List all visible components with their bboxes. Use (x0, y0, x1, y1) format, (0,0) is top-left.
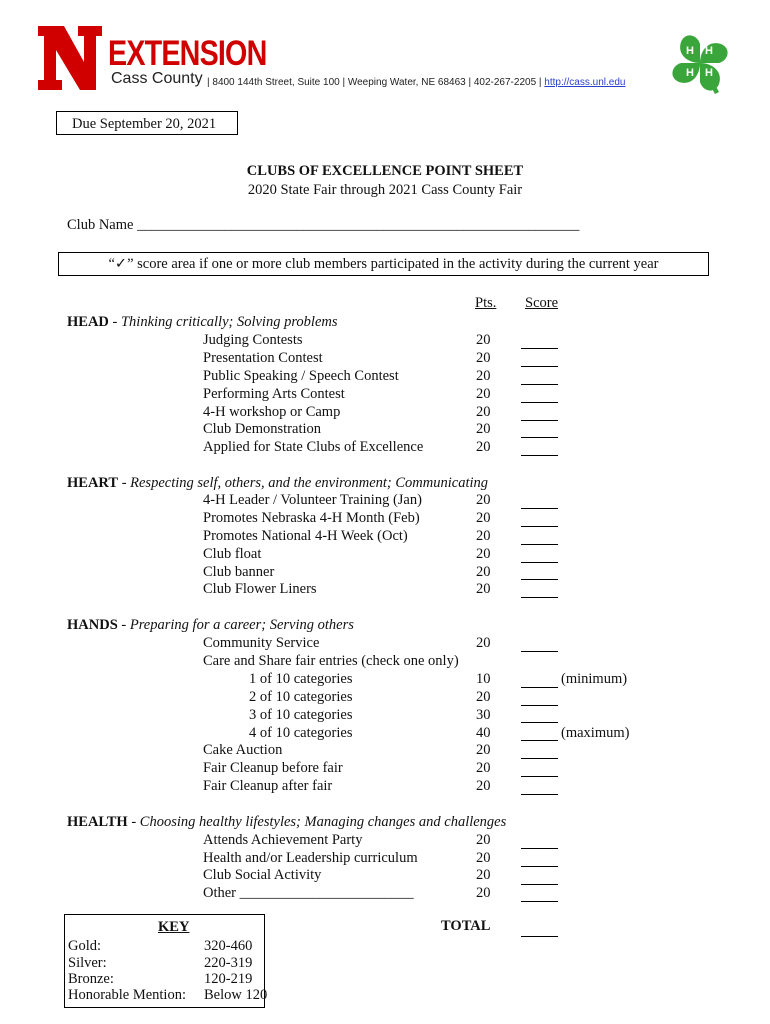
item-label: Promotes National 4-H Week (Oct) (203, 528, 408, 544)
score-blank[interactable] (521, 366, 558, 367)
item-points: 20 (476, 832, 491, 848)
due-date-box: Due September 20, 2021 (56, 111, 238, 135)
score-blank[interactable] (521, 526, 558, 527)
item-label: Fair Cleanup after fair (203, 778, 333, 794)
key-level: Bronze: (68, 971, 114, 987)
county-name: Cass County (111, 70, 203, 87)
key-level: Gold: (68, 938, 102, 954)
item-label: 4 of 10 categories (249, 725, 353, 741)
item-points: 20 (476, 386, 491, 402)
score-blank[interactable] (521, 544, 558, 545)
score-blank[interactable] (521, 794, 558, 795)
item-label: Cake Auction (203, 742, 283, 758)
item-label: Performing Arts Contest (203, 386, 345, 402)
score-blank[interactable] (521, 901, 558, 902)
key-range: 320-460 (204, 938, 253, 954)
item-points: 20 (476, 492, 491, 508)
item-label: Care and Share fair entries (check one only) (203, 653, 459, 669)
item-points: 20 (476, 778, 491, 794)
score-blank[interactable] (521, 866, 558, 867)
section-description: - Respecting self, others, and the environment; Communicating (121, 475, 489, 491)
score-blank[interactable] (521, 597, 558, 598)
item-points: 20 (476, 760, 491, 776)
total-score-blank[interactable] (521, 936, 558, 937)
item-label: Health and/or Leadership curriculum (203, 850, 418, 866)
address-text: | 8400 144th Street, Suite 100 | Weeping Water, NE 68463 | 402-267-2205 | (207, 77, 542, 88)
item-label: Club Social Activity (203, 867, 322, 883)
contact-line (207, 77, 625, 88)
item-label: Other ________________________ (203, 885, 414, 901)
item-label: Applied for State Clubs of Excellence (203, 439, 424, 455)
item-points: 20 (476, 742, 491, 758)
item-label: 4-H Leader / Volunteer Training (Jan) (203, 492, 422, 508)
item-points: 20 (476, 421, 491, 437)
svg-text:H: H (686, 45, 694, 57)
section-heart-heading (67, 474, 488, 492)
points-column-header: Pts. (475, 295, 497, 311)
section-name: HEALTH (67, 814, 128, 830)
key-range: Below 120 (204, 987, 268, 1003)
item-points: 20 (476, 850, 491, 866)
score-blank[interactable] (521, 348, 558, 349)
item-label: Public Speaking / Speech Contest (203, 368, 399, 384)
score-blank[interactable] (521, 740, 558, 741)
instruction-box: “✓” score area if one or more club members participated in the activity during the current year (58, 252, 709, 276)
item-points: 20 (476, 404, 491, 420)
item-label: Community Service (203, 635, 320, 651)
section-description: - Thinking critically; Solving problems (112, 314, 338, 330)
section-health-heading (67, 813, 506, 831)
score-blank[interactable] (521, 384, 558, 385)
svg-text:H: H (686, 67, 694, 79)
item-points: 20 (476, 564, 491, 580)
score-blank[interactable] (521, 579, 558, 580)
score-column-header: Score (525, 295, 559, 311)
club-name-field[interactable]: Club Name _____________________________________________________________ (67, 217, 580, 233)
item-points: 40 (476, 725, 491, 741)
total-label: TOTAL (441, 918, 491, 934)
item-label: Judging Contests (203, 332, 303, 348)
page-title: CLUBS OF EXCELLENCE POINT SHEET (246, 163, 524, 179)
item-label: Attends Achievement Party (203, 832, 363, 848)
item-points: 20 (476, 689, 491, 705)
four-h-clover-icon (667, 30, 733, 98)
item-points: 20 (476, 439, 491, 455)
score-blank[interactable] (521, 437, 558, 438)
item-points: 20 (476, 510, 491, 526)
item-label: 3 of 10 categories (249, 707, 353, 723)
item-points: 20 (476, 332, 491, 348)
item-points: 20 (476, 635, 491, 651)
score-blank[interactable] (521, 455, 558, 456)
website-link[interactable]: http://cass.unl.edu (544, 77, 626, 88)
item-label: Club float (203, 546, 262, 562)
item-label: Fair Cleanup before fair (203, 760, 343, 776)
item-points: 20 (476, 867, 491, 883)
section-name: HEAD (67, 314, 109, 330)
score-blank[interactable] (521, 420, 558, 421)
item-points: 10 (476, 671, 491, 687)
svg-text:H: H (705, 67, 713, 79)
nebraska-n-logo (34, 22, 106, 94)
item-points: 20 (476, 350, 491, 366)
item-points: 20 (476, 546, 491, 562)
item-label: 4-H workshop or Camp (203, 404, 341, 420)
score-blank[interactable] (521, 508, 558, 509)
section-name: HANDS (67, 617, 118, 633)
svg-text:H: H (705, 45, 713, 57)
key-range: 120-219 (204, 971, 253, 987)
item-label: 2 of 10 categories (249, 689, 353, 705)
item-label: Presentation Contest (203, 350, 323, 366)
key-level: Silver: (68, 955, 107, 971)
score-blank[interactable] (521, 562, 558, 563)
section-name: HEART (67, 475, 119, 491)
section-head-heading (67, 313, 338, 331)
score-blank[interactable] (521, 722, 558, 723)
score-blank[interactable] (521, 651, 558, 652)
page-subtitle: 2020 State Fair through 2021 Cass County Fair (247, 182, 523, 198)
item-label: Club banner (203, 564, 275, 580)
score-blank[interactable] (521, 705, 558, 706)
item-label: Club Demonstration (203, 421, 322, 437)
section-description: - Choosing healthy lifestyles; Managing changes and challenges (131, 814, 507, 830)
item-points: 20 (476, 885, 491, 901)
score-blank[interactable] (521, 776, 558, 777)
item-note: (maximum) (561, 725, 630, 741)
item-points: 20 (476, 581, 491, 597)
key-level: Honorable Mention: (68, 987, 186, 1003)
key-title: KEY (158, 919, 190, 935)
item-note: (minimum) (561, 671, 628, 687)
item-label: Promotes Nebraska 4-H Month (Feb) (203, 510, 420, 526)
extension-wordmark: EXTENSION (108, 34, 267, 73)
score-blank[interactable] (521, 884, 558, 885)
item-points: 20 (476, 528, 491, 544)
item-label: 1 of 10 categories (249, 671, 353, 687)
item-points: 20 (476, 368, 491, 384)
section-hands-heading (67, 616, 354, 634)
item-points: 30 (476, 707, 491, 723)
item-label: Club Flower Liners (203, 581, 317, 597)
score-blank[interactable] (521, 402, 558, 403)
key-range: 220-319 (204, 955, 253, 971)
score-blank[interactable] (521, 687, 558, 688)
score-blank[interactable] (521, 848, 558, 849)
score-blank[interactable] (521, 758, 558, 759)
section-description: - Preparing for a career; Serving others (121, 617, 354, 633)
